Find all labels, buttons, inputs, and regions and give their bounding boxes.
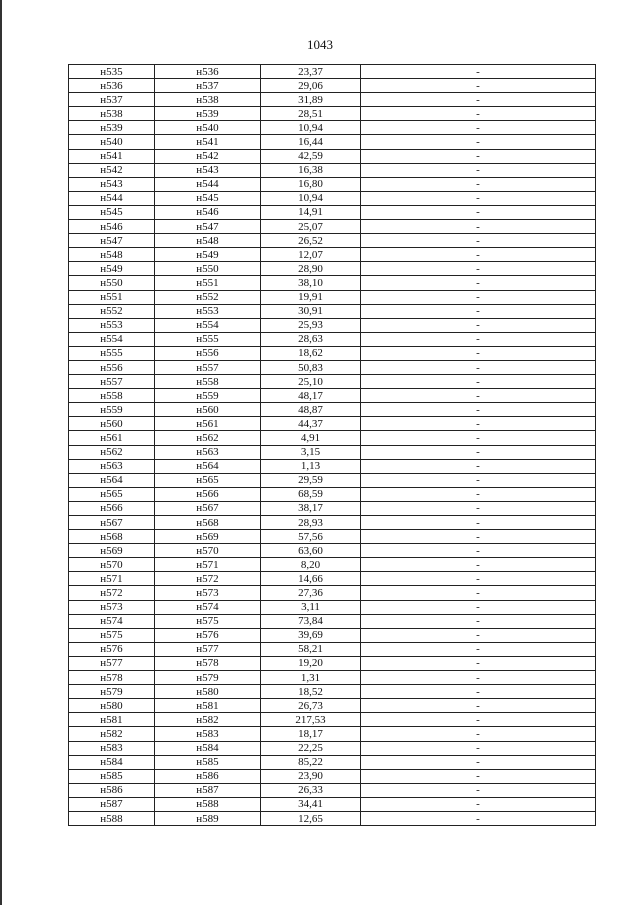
distance-cell: 26,73: [261, 699, 361, 713]
table-row: [69, 177, 596, 191]
point-to-cell: н579: [155, 671, 261, 685]
point-to-cell: н577: [155, 642, 261, 656]
point-from-cell: н556: [69, 360, 155, 374]
coordinates-table: [68, 64, 596, 826]
table-row: [69, 121, 596, 135]
point-to-cell: н584: [155, 741, 261, 755]
note-cell: -: [361, 811, 596, 825]
table-row: [69, 360, 596, 374]
point-from-cell: н578: [69, 671, 155, 685]
point-to-cell: н536: [155, 65, 261, 79]
note-cell: -: [361, 431, 596, 445]
point-from-cell: н582: [69, 727, 155, 741]
distance-cell: 23,90: [261, 769, 361, 783]
point-from-cell: н550: [69, 276, 155, 290]
table-row: [69, 389, 596, 403]
point-to-cell: н558: [155, 375, 261, 389]
point-to-cell: н541: [155, 135, 261, 149]
point-from-cell: н565: [69, 487, 155, 501]
point-from-cell: н588: [69, 811, 155, 825]
distance-cell: 25,10: [261, 375, 361, 389]
note-cell: -: [361, 332, 596, 346]
distance-cell: 38,17: [261, 501, 361, 515]
table-row: [69, 755, 596, 769]
note-cell: -: [361, 121, 596, 135]
note-cell: -: [361, 248, 596, 262]
distance-cell: 26,52: [261, 234, 361, 248]
table-row: [69, 375, 596, 389]
note-cell: -: [361, 417, 596, 431]
note-cell: -: [361, 403, 596, 417]
table-row: [69, 600, 596, 614]
point-from-cell: н554: [69, 332, 155, 346]
point-from-cell: н548: [69, 248, 155, 262]
note-cell: -: [361, 544, 596, 558]
point-to-cell: н564: [155, 459, 261, 473]
table-row: [69, 769, 596, 783]
distance-cell: 25,07: [261, 220, 361, 234]
note-cell: -: [361, 783, 596, 797]
point-to-cell: н544: [155, 177, 261, 191]
point-from-cell: н571: [69, 572, 155, 586]
point-from-cell: н585: [69, 769, 155, 783]
table-row: [69, 671, 596, 685]
distance-cell: 1,13: [261, 459, 361, 473]
distance-cell: 10,94: [261, 121, 361, 135]
point-from-cell: н566: [69, 501, 155, 515]
distance-cell: 19,20: [261, 656, 361, 670]
distance-cell: 28,51: [261, 107, 361, 121]
point-to-cell: н539: [155, 107, 261, 121]
note-cell: -: [361, 656, 596, 670]
point-from-cell: н573: [69, 600, 155, 614]
distance-cell: 10,94: [261, 191, 361, 205]
point-to-cell: н575: [155, 614, 261, 628]
distance-cell: 85,22: [261, 755, 361, 769]
note-cell: -: [361, 93, 596, 107]
point-from-cell: н553: [69, 318, 155, 332]
point-from-cell: н580: [69, 699, 155, 713]
note-cell: -: [361, 755, 596, 769]
distance-cell: 217,53: [261, 713, 361, 727]
point-from-cell: н583: [69, 741, 155, 755]
table-row: [69, 403, 596, 417]
distance-cell: 26,33: [261, 783, 361, 797]
note-cell: -: [361, 769, 596, 783]
distance-cell: 18,52: [261, 685, 361, 699]
distance-cell: 18,17: [261, 727, 361, 741]
note-cell: -: [361, 177, 596, 191]
note-cell: -: [361, 614, 596, 628]
point-to-cell: н549: [155, 248, 261, 262]
point-from-cell: н555: [69, 346, 155, 360]
table-row: [69, 558, 596, 572]
distance-cell: 16,44: [261, 135, 361, 149]
point-to-cell: н587: [155, 783, 261, 797]
note-cell: -: [361, 375, 596, 389]
point-to-cell: н580: [155, 685, 261, 699]
table-row: [69, 149, 596, 163]
distance-cell: 38,10: [261, 276, 361, 290]
point-from-cell: н569: [69, 544, 155, 558]
table-row: [69, 473, 596, 487]
table-row: [69, 276, 596, 290]
point-to-cell: н553: [155, 304, 261, 318]
point-to-cell: н545: [155, 191, 261, 205]
point-to-cell: н550: [155, 262, 261, 276]
distance-cell: 73,84: [261, 614, 361, 628]
note-cell: -: [361, 586, 596, 600]
distance-cell: 30,91: [261, 304, 361, 318]
distance-cell: 42,59: [261, 149, 361, 163]
table-row: [69, 501, 596, 515]
point-to-cell: н557: [155, 360, 261, 374]
point-to-cell: н571: [155, 558, 261, 572]
note-cell: -: [361, 107, 596, 121]
table-row: [69, 628, 596, 642]
point-from-cell: н536: [69, 79, 155, 93]
point-to-cell: н554: [155, 318, 261, 332]
point-to-cell: н555: [155, 332, 261, 346]
note-cell: -: [361, 360, 596, 374]
note-cell: -: [361, 741, 596, 755]
table-row: [69, 234, 596, 248]
distance-cell: 1,31: [261, 671, 361, 685]
distance-cell: 44,37: [261, 417, 361, 431]
note-cell: -: [361, 727, 596, 741]
note-cell: -: [361, 304, 596, 318]
note-cell: -: [361, 558, 596, 572]
point-to-cell: н542: [155, 149, 261, 163]
note-cell: -: [361, 234, 596, 248]
point-to-cell: н567: [155, 501, 261, 515]
distance-cell: 58,21: [261, 642, 361, 656]
distance-cell: 8,20: [261, 558, 361, 572]
table-row: [69, 220, 596, 234]
distance-cell: 48,87: [261, 403, 361, 417]
point-from-cell: н576: [69, 642, 155, 656]
point-to-cell: н569: [155, 530, 261, 544]
note-cell: -: [361, 65, 596, 79]
table-row: [69, 797, 596, 811]
point-from-cell: н570: [69, 558, 155, 572]
point-from-cell: н540: [69, 135, 155, 149]
point-from-cell: н538: [69, 107, 155, 121]
note-cell: -: [361, 318, 596, 332]
note-cell: -: [361, 699, 596, 713]
point-from-cell: н543: [69, 177, 155, 191]
note-cell: -: [361, 79, 596, 93]
note-cell: -: [361, 713, 596, 727]
table-row: [69, 544, 596, 558]
table-row: [69, 530, 596, 544]
point-to-cell: н565: [155, 473, 261, 487]
note-cell: -: [361, 473, 596, 487]
distance-cell: 3,11: [261, 600, 361, 614]
point-to-cell: н556: [155, 346, 261, 360]
note-cell: -: [361, 459, 596, 473]
point-from-cell: н545: [69, 205, 155, 219]
table-row: [69, 685, 596, 699]
distance-cell: 29,06: [261, 79, 361, 93]
point-to-cell: н582: [155, 713, 261, 727]
distance-cell: 4,91: [261, 431, 361, 445]
distance-cell: 34,41: [261, 797, 361, 811]
point-from-cell: н579: [69, 685, 155, 699]
table-row: [69, 741, 596, 755]
table-row: [69, 290, 596, 304]
note-cell: -: [361, 445, 596, 459]
table-row: [69, 614, 596, 628]
note-cell: -: [361, 262, 596, 276]
point-from-cell: н567: [69, 516, 155, 530]
note-cell: -: [361, 346, 596, 360]
point-to-cell: н562: [155, 431, 261, 445]
distance-cell: 12,07: [261, 248, 361, 262]
distance-cell: 23,37: [261, 65, 361, 79]
distance-cell: 16,38: [261, 163, 361, 177]
table-row: [69, 586, 596, 600]
point-from-cell: н552: [69, 304, 155, 318]
point-from-cell: н539: [69, 121, 155, 135]
distance-cell: 16,80: [261, 177, 361, 191]
table-row: [69, 135, 596, 149]
note-cell: -: [361, 389, 596, 403]
note-cell: -: [361, 149, 596, 163]
point-to-cell: н568: [155, 516, 261, 530]
distance-cell: 14,91: [261, 205, 361, 219]
distance-cell: 19,91: [261, 290, 361, 304]
point-from-cell: н587: [69, 797, 155, 811]
note-cell: -: [361, 205, 596, 219]
distance-cell: 27,36: [261, 586, 361, 600]
table-row: [69, 163, 596, 177]
distance-cell: 57,56: [261, 530, 361, 544]
table-row: [69, 431, 596, 445]
point-from-cell: н546: [69, 220, 155, 234]
point-from-cell: н541: [69, 149, 155, 163]
point-from-cell: н561: [69, 431, 155, 445]
point-from-cell: н586: [69, 783, 155, 797]
point-to-cell: н576: [155, 628, 261, 642]
point-from-cell: н564: [69, 473, 155, 487]
point-to-cell: н546: [155, 205, 261, 219]
point-from-cell: н560: [69, 417, 155, 431]
note-cell: -: [361, 276, 596, 290]
distance-cell: 12,65: [261, 811, 361, 825]
note-cell: -: [361, 501, 596, 515]
distance-cell: 48,17: [261, 389, 361, 403]
note-cell: -: [361, 628, 596, 642]
point-to-cell: н561: [155, 417, 261, 431]
point-from-cell: н547: [69, 234, 155, 248]
point-to-cell: н551: [155, 276, 261, 290]
note-cell: -: [361, 642, 596, 656]
distance-cell: 28,63: [261, 332, 361, 346]
point-to-cell: н572: [155, 572, 261, 586]
point-to-cell: н586: [155, 769, 261, 783]
distance-cell: 39,69: [261, 628, 361, 642]
distance-cell: 18,62: [261, 346, 361, 360]
table-row: [69, 516, 596, 530]
point-from-cell: н572: [69, 586, 155, 600]
point-to-cell: н547: [155, 220, 261, 234]
distance-cell: 28,93: [261, 516, 361, 530]
point-to-cell: н548: [155, 234, 261, 248]
distance-cell: 29,59: [261, 473, 361, 487]
page-edge-shadow: [0, 0, 2, 905]
note-cell: -: [361, 191, 596, 205]
point-to-cell: н566: [155, 487, 261, 501]
distance-cell: 31,89: [261, 93, 361, 107]
point-from-cell: н575: [69, 628, 155, 642]
distance-cell: 28,90: [261, 262, 361, 276]
point-to-cell: н581: [155, 699, 261, 713]
table-row: [69, 191, 596, 205]
note-cell: -: [361, 290, 596, 304]
table-row: [69, 572, 596, 586]
note-cell: -: [361, 671, 596, 685]
table-body: [69, 65, 596, 826]
table-row: [69, 727, 596, 741]
note-cell: -: [361, 135, 596, 149]
table-row: [69, 93, 596, 107]
table-row: [69, 318, 596, 332]
point-to-cell: н540: [155, 121, 261, 135]
point-to-cell: н588: [155, 797, 261, 811]
point-from-cell: н558: [69, 389, 155, 403]
point-from-cell: н577: [69, 656, 155, 670]
table-row: [69, 248, 596, 262]
table-row: [69, 783, 596, 797]
point-to-cell: н585: [155, 755, 261, 769]
point-from-cell: н537: [69, 93, 155, 107]
distance-cell: 3,15: [261, 445, 361, 459]
point-to-cell: н552: [155, 290, 261, 304]
table-row: [69, 699, 596, 713]
point-from-cell: н581: [69, 713, 155, 727]
distance-cell: 68,59: [261, 487, 361, 501]
point-to-cell: н538: [155, 93, 261, 107]
note-cell: -: [361, 220, 596, 234]
point-from-cell: н563: [69, 459, 155, 473]
table-row: [69, 445, 596, 459]
point-from-cell: н551: [69, 290, 155, 304]
point-to-cell: н570: [155, 544, 261, 558]
table-row: [69, 205, 596, 219]
table-row: [69, 459, 596, 473]
table-row: [69, 65, 596, 79]
point-to-cell: н574: [155, 600, 261, 614]
table-row: [69, 79, 596, 93]
note-cell: -: [361, 797, 596, 811]
note-cell: -: [361, 685, 596, 699]
point-from-cell: н557: [69, 375, 155, 389]
table-row: [69, 811, 596, 825]
table-row: [69, 304, 596, 318]
point-to-cell: н578: [155, 656, 261, 670]
table-row: [69, 656, 596, 670]
point-to-cell: н560: [155, 403, 261, 417]
point-to-cell: н559: [155, 389, 261, 403]
note-cell: -: [361, 572, 596, 586]
point-to-cell: н543: [155, 163, 261, 177]
distance-cell: 25,93: [261, 318, 361, 332]
point-from-cell: н559: [69, 403, 155, 417]
note-cell: -: [361, 600, 596, 614]
point-to-cell: н589: [155, 811, 261, 825]
point-from-cell: н568: [69, 530, 155, 544]
point-from-cell: н542: [69, 163, 155, 177]
page-number: 1043: [307, 37, 333, 52]
note-cell: -: [361, 516, 596, 530]
point-to-cell: н563: [155, 445, 261, 459]
note-cell: -: [361, 487, 596, 501]
note-cell: -: [361, 530, 596, 544]
table-row: [69, 713, 596, 727]
table-row: [69, 487, 596, 501]
point-from-cell: н584: [69, 755, 155, 769]
note-cell: -: [361, 163, 596, 177]
table-row: [69, 642, 596, 656]
table-row: [69, 417, 596, 431]
table-row: [69, 107, 596, 121]
table-row: [69, 346, 596, 360]
table-row: [69, 262, 596, 276]
point-to-cell: н537: [155, 79, 261, 93]
distance-cell: 22,25: [261, 741, 361, 755]
point-from-cell: н574: [69, 614, 155, 628]
point-to-cell: н573: [155, 586, 261, 600]
point-from-cell: н549: [69, 262, 155, 276]
point-to-cell: н583: [155, 727, 261, 741]
point-from-cell: н562: [69, 445, 155, 459]
table-row: [69, 332, 596, 346]
point-from-cell: н535: [69, 65, 155, 79]
point-from-cell: н544: [69, 191, 155, 205]
distance-cell: 50,83: [261, 360, 361, 374]
distance-cell: 14,66: [261, 572, 361, 586]
distance-cell: 63,60: [261, 544, 361, 558]
